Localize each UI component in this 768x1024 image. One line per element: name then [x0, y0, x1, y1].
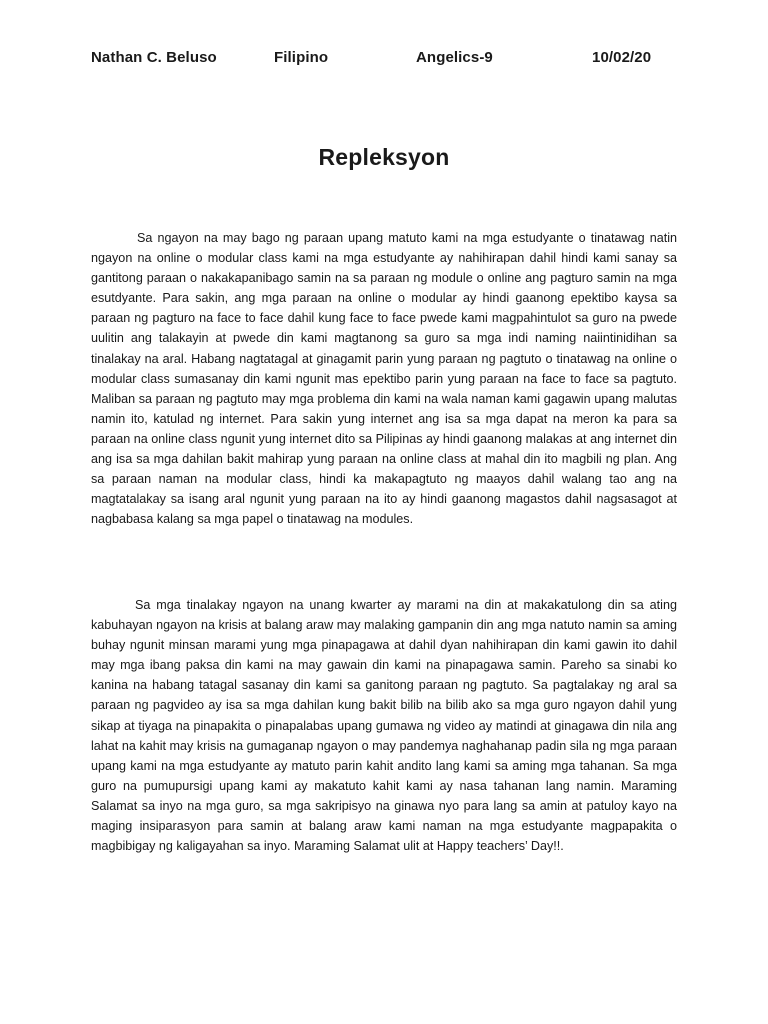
document-title: Repleksyon — [318, 144, 450, 170]
student-name: Nathan C. Beluso — [91, 49, 217, 66]
document-header — [91, 49, 671, 71]
subject-name: Filipino — [274, 49, 329, 66]
section-name: Angelics-9 — [416, 49, 493, 66]
paragraph-2: Sa mga tinalakay ngayon na unang kwarter ay marami na din at makakatulong din sa ating kabuhayan ngayon na krisis at balang araw may malaking gampanin din ang mga natuto namin sa aming buhay ngunit minsan marami yung mga pinapagawa at dahil dyan nahihirapan din kami gawin ito dahil may mga ibang paksa din kami na may gawain din kami na pinapagawa samin. Pareho sa sinabi ko kanina na habang tatagal sasanay din kami sa ganitong paraan ng pagtuto. Sa pagtalakay ng aral sa paraan ng pagvideo ay isa sa mga dahilan kung bakit bilib na bilib ako sa mga guro ngayon dahil yung sikap at tiyaga na pinapakita o pinapalabas upang gumawa ng video ay matindi at ginagawa din nila ang lahat na kahit may krisis na gumaganap ngayon o may pandemya naghahanap padin sila ng mga paraan upang kami na mga estudyante ay matuto parin kahit andito lang kami sa aming mga tahanan. Sa mga guro na pumupursigi upang kami ay makatuto kahit kami ay nasa tahanan lang namin. Maraming Salamat sa inyo na mga guro, sa mga sakripisyo na ginawa nyo para lang sa amin at patuloy kayo na maging insiparasyon para samin at balang araw kami naman na mga estudyante magpapakita o magbibigay ng kaligayahan sa inyo. Maraming Salamat ulit at Happy teachers’ Day!!. — [91, 598, 677, 854]
paragraph-1: Sa ngayon na may bago ng paraan upang matuto kami na mga estudyante o tinatawag natin ngayon na online o modular class kami na mga estudyante ay nahihirapan dahil hindi kami sanay sa gantitong paraan o nakakapanibago samin na sa paraan ng module o online ang pagturo samin na mga esutdyante. Para sakin, ang mga paraan na online o modular ay hindi gaanong epektibo kaysa sa paraan ng pagturo na face to face dahil kung face to face pwede kami magpahintulot sa guro na pwede uulitin ang talakayin at pwede din kami magtanong sa guro sa mga indi naming naiintinidihan sa tinalakay na aral. Habang nagtatagal at ginagamit parin yung paraan ng pagtuto o tinatawag na online o modular class sumasanay din kami ngunit mas epektibo parin yung paraan na face to face sa pagtuto. Maliban sa paraan ng pagtuto may mga problema din kami na wala naman kami gagawin upang malutas namin ito, katulad ng internet. Para sakin yung internet ang isa sa mga dapat na meron ka para sa paraan na online class ngunit yung internet dito sa Pilipinas ay hindi gaanong malakas at ang internet din ang isa sa mga dahilan bakit mahirap yung paraan na online class at mahal din ito magbili ng plan. Ang sa paraan naman na modular class, hindi ka makapagtuto ng maayos dahil walang tao ang na magtatalakay sa isang aral ngunit yung paraan na ito ay hindi gaanong magastos dahil nagsasagot at nagbabasa kalang sa mga papel o tinatawag na modules. — [91, 231, 677, 527]
document-date: 10/02/20 — [592, 49, 652, 66]
